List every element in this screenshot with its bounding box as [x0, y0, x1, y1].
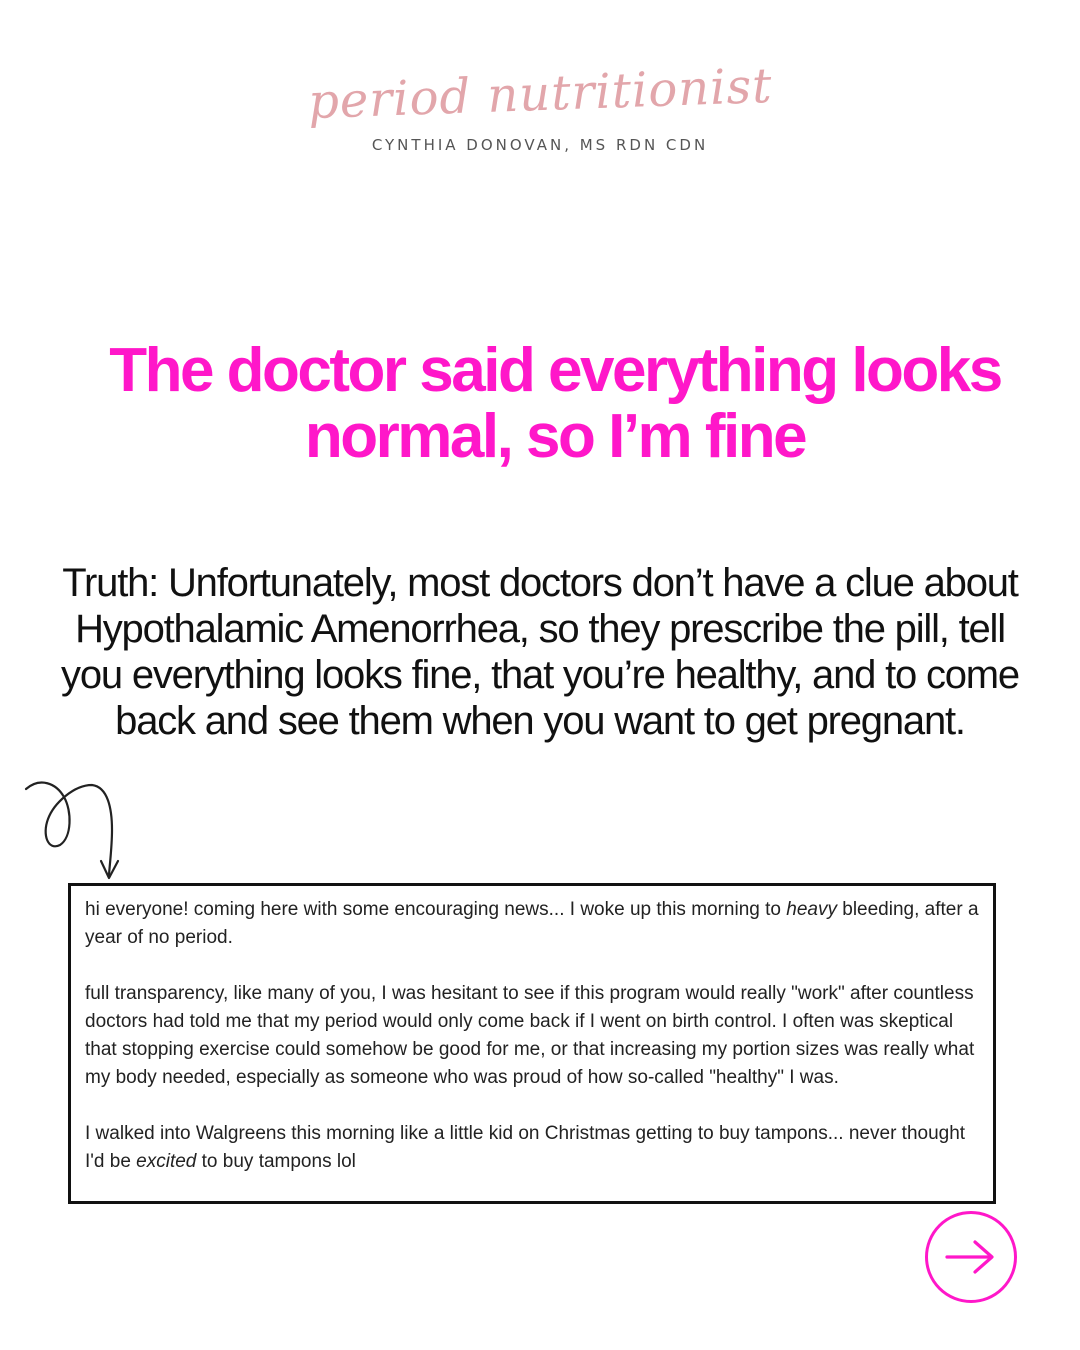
post-text: to buy tampons lol [196, 1151, 356, 1172]
post-text: bleeding, after a year of no period. [85, 899, 979, 948]
post-paragraph-2: full transparency, like many of you, I was hesitant to see if this program would really "work" after countless doctors had told me that my period would only come back if I went on birth control. I often was skeptical that stopping exercise could somehow be good for me, or that increasing my portion sizes was really what my body needed, especially as someone who was proud of how so-called "healthy" I was. [85, 983, 975, 1088]
post-text: hi everyone! coming here with some encouraging news... I woke up this morning to [85, 899, 787, 920]
post-emphasis: heavy [786, 899, 837, 920]
post-paragraph-1 [85, 896, 979, 952]
logo-script-text: period nutritionist [306, 57, 774, 131]
post-text: I walked into Walgreens this morning like a little kid on Christmas getting to buy tampons... never thought I'd be [85, 1123, 966, 1172]
curly-arrow-icon [22, 775, 132, 885]
headline: The doctor said everything looks normal, so I’m fine [109, 336, 1001, 471]
truth-paragraph: Truth: Unfortunately, most doctors don’t have a clue about Hypothalamic Amenorrhea, so they prescribe the pill, tell you everything looks fine, that you’re healthy, and to come back and see them when you want to get pregnant. [61, 561, 1019, 743]
brand-logo [0, 58, 1080, 154]
post-paragraph-3 [85, 1120, 979, 1176]
arrow-right-icon [943, 1237, 999, 1277]
next-slide-button[interactable] [925, 1211, 1017, 1303]
logo-subtitle: CYNTHIA DONOVAN, MS RDN CDN [371, 136, 709, 154]
testimonial-post [68, 883, 996, 1204]
post-emphasis: excited [136, 1151, 197, 1172]
